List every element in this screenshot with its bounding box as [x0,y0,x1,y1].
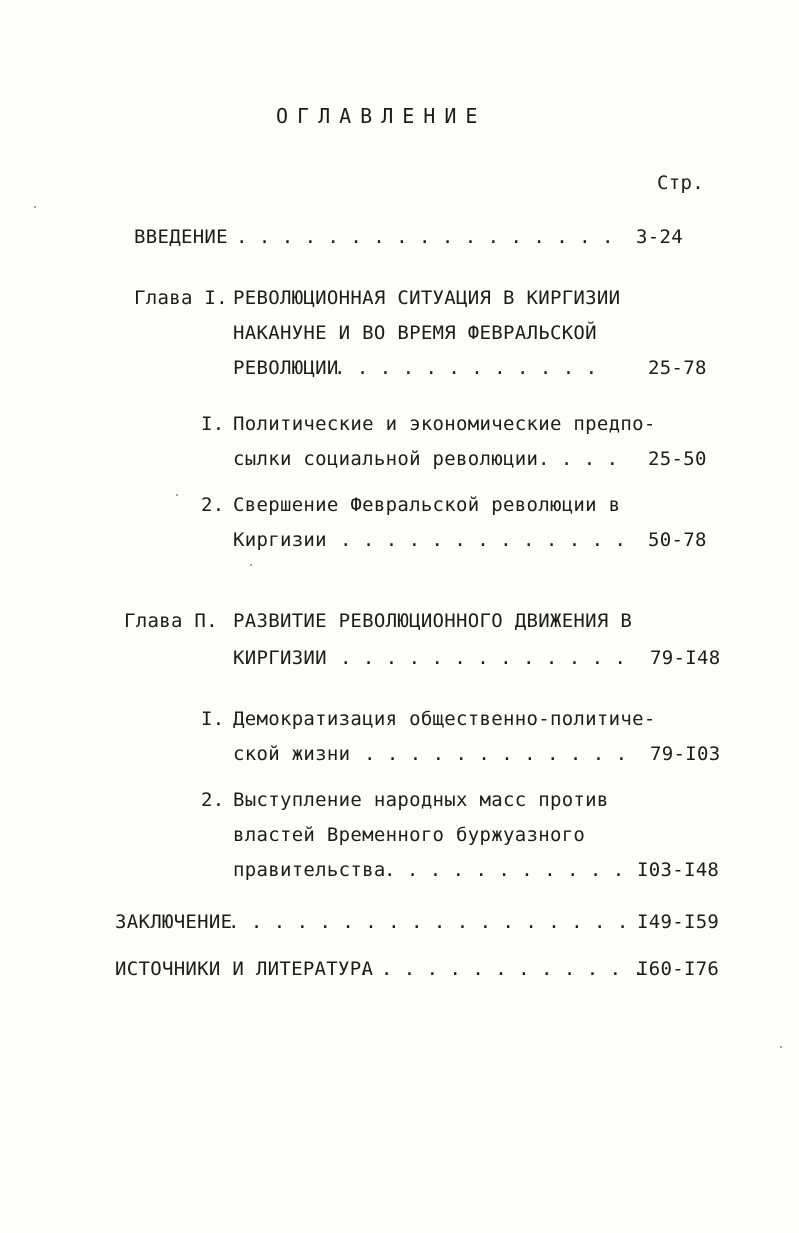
toc-title-line: НАКАНУНЕ И ВО ВРЕМЯ ФЕВРАЛЬСКОЙ [233,322,597,344]
toc-title-line: Свершение Февральской революции в [233,494,621,516]
toc-label: ВВЕДЕНИЕ [134,226,228,248]
toc-chapter-number: Глава I. [134,287,228,309]
toc-title-line: КИРГИЗИИ [233,647,327,669]
toc-title-line: Выступление народных масс против [233,789,609,811]
toc-leader-dots: . . . . . . . . . . . . [334,357,598,379]
toc-section-number: I. [201,708,225,730]
scan-speck [780,1046,782,1048]
toc-title-line: РАЗВИТИЕ РЕВОЛЮЦИОННОГО ДВИЖЕНИЯ В [233,610,633,632]
toc-label: ИСТОЧНИКИ И ЛИТЕРАТУРА [115,958,374,980]
toc-chapter-number: Глава П. [124,610,218,632]
toc-page-range: I60-I76 [637,958,720,980]
toc-title-line: Киргизии [233,529,327,551]
toc-title-line: властей Временного буржуазного [233,824,586,846]
scan-speck [34,206,36,208]
scan-speck [176,494,178,496]
toc-leader-dots: . . . . . . . . . . . . [364,743,628,765]
toc-title-line: ской жизни [233,743,351,765]
toc-page-range: I03-I48 [637,859,720,881]
page-column-header: Стр. [657,172,704,194]
toc-leader-dots: . . . . . . . . . . . . . [340,647,626,669]
toc-page-range: 79-I03 [650,743,721,765]
toc-title-line: сылки социальной революции [233,448,539,470]
toc-title-line: правительства [233,859,386,881]
page-title: ОГЛАВЛЕНИЕ [276,104,487,128]
toc-leader-dots: . . . . . . . . . . . . . [340,529,626,551]
toc-leader-dots: . . . . . . . . . . . . . [358,958,644,980]
toc-page-range: 79-I48 [650,647,721,669]
toc-page-range: 25-50 [648,448,707,470]
toc-leader-dots: . . . . . . . . . . . . . . . . . . [228,911,629,933]
toc-page-range: 25-78 [648,357,707,379]
toc-section-number: 2. [201,494,225,516]
toc-label: ЗАКЛЮЧЕНИЕ [115,911,233,933]
toc-leader-dots: . . . . . . . . . . . [384,859,625,881]
toc-section-number: I. [201,413,225,435]
toc-page-range: 3-24 [636,226,683,248]
toc-title-line: Политические и экономические предпо- [233,413,656,435]
toc-section-number: 2. [201,789,225,811]
toc-title-line: РЕВОЛЮЦИИ [233,357,339,379]
toc-page-range: I49-I59 [637,911,720,933]
toc-title-line: РЕВОЛЮЦИОННАЯ СИТУАЦИЯ В КИРГИЗИИ [233,287,621,309]
toc-leader-dots: . . . . [538,448,619,470]
toc-leader-dots: . . . . . . . . . . . . . . . . . [236,226,614,248]
scan-speck [250,564,252,566]
toc-title-line: Демократизация общественно-политиче- [233,708,656,730]
toc-page-range: 50-78 [648,529,707,551]
